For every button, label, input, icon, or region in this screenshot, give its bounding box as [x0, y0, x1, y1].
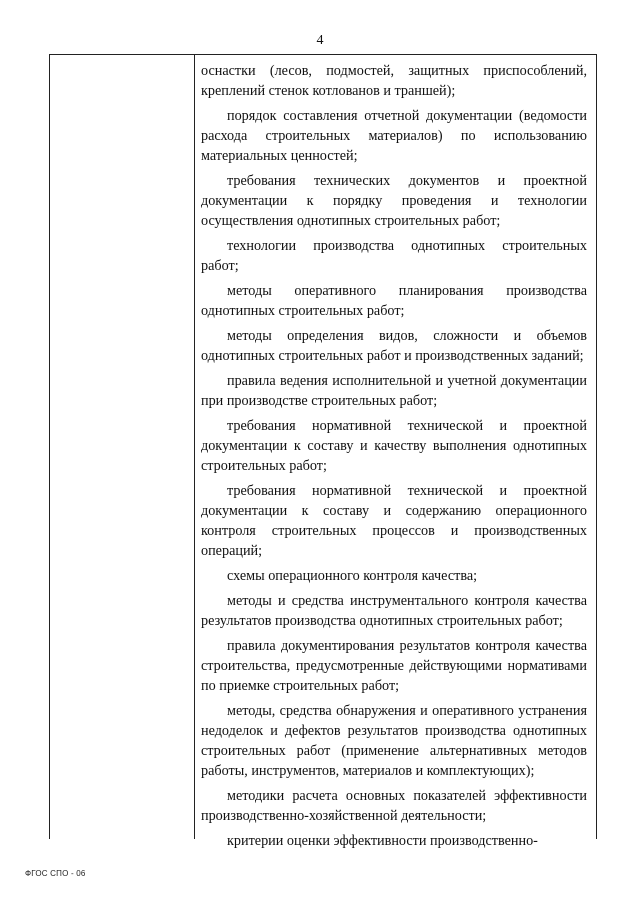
list-item: правила ведения исполнительной и учетной документации при производстве строительных работ;: [201, 373, 587, 409]
list-item: правила документирования результатов контроля качества строительства, предусмотренные действующими нормативами по приемке строительных работ;: [201, 638, 587, 694]
list-item: требования технических документов и проектной документации к порядку проведения и технологии осуществления однотипных строительных работ;: [201, 173, 587, 229]
content-table: [49, 54, 597, 849]
table-right-cell: [195, 55, 596, 856]
list-item: порядок составления отчетной документации (ведомости расхода строительных материалов) по использованию материальных ценностей;: [201, 108, 587, 164]
list-item: требования нормативной технической и проектной документации к составу и содержанию операционного контроля строительных процессов и производственных операций;: [201, 483, 587, 559]
list-item: критерии оценки эффективности производственно-: [227, 833, 538, 849]
list-item: требования нормативной технической и проектной документации к составу и качеству выполнения однотипных строительных работ;: [201, 418, 587, 474]
list-item: методы, средства обнаружения и оперативного устранения недоделок и дефектов результатов производства однотипных строительных работ (применение альтернативных методов работы, инструментов, материалов и комплектующих);: [201, 703, 587, 779]
list-item: схемы операционного контроля качества;: [227, 568, 478, 584]
list-item: технологии производства однотипных строительных работ;: [201, 238, 587, 274]
table-left-cell: [50, 55, 195, 839]
footer-label: ФГОС СПО - 06: [25, 869, 86, 878]
page-number: 4: [316, 33, 324, 48]
list-item: методики расчета основных показателей эффективности производственно-хозяйственной деятельности;: [201, 788, 587, 824]
list-item: методы оперативного планирования производства однотипных строительных работ;: [201, 283, 587, 319]
list-item: оснастки (лесов, подмостей, защитных приспособлений, креплений стенок котлованов и траншей);: [201, 63, 587, 99]
list-item: методы определения видов, сложности и объемов однотипных строительных работ и производственных заданий;: [201, 328, 587, 364]
list-item: методы и средства инструментального контроля качества результатов производства однотипных строительных работ;: [201, 593, 587, 629]
